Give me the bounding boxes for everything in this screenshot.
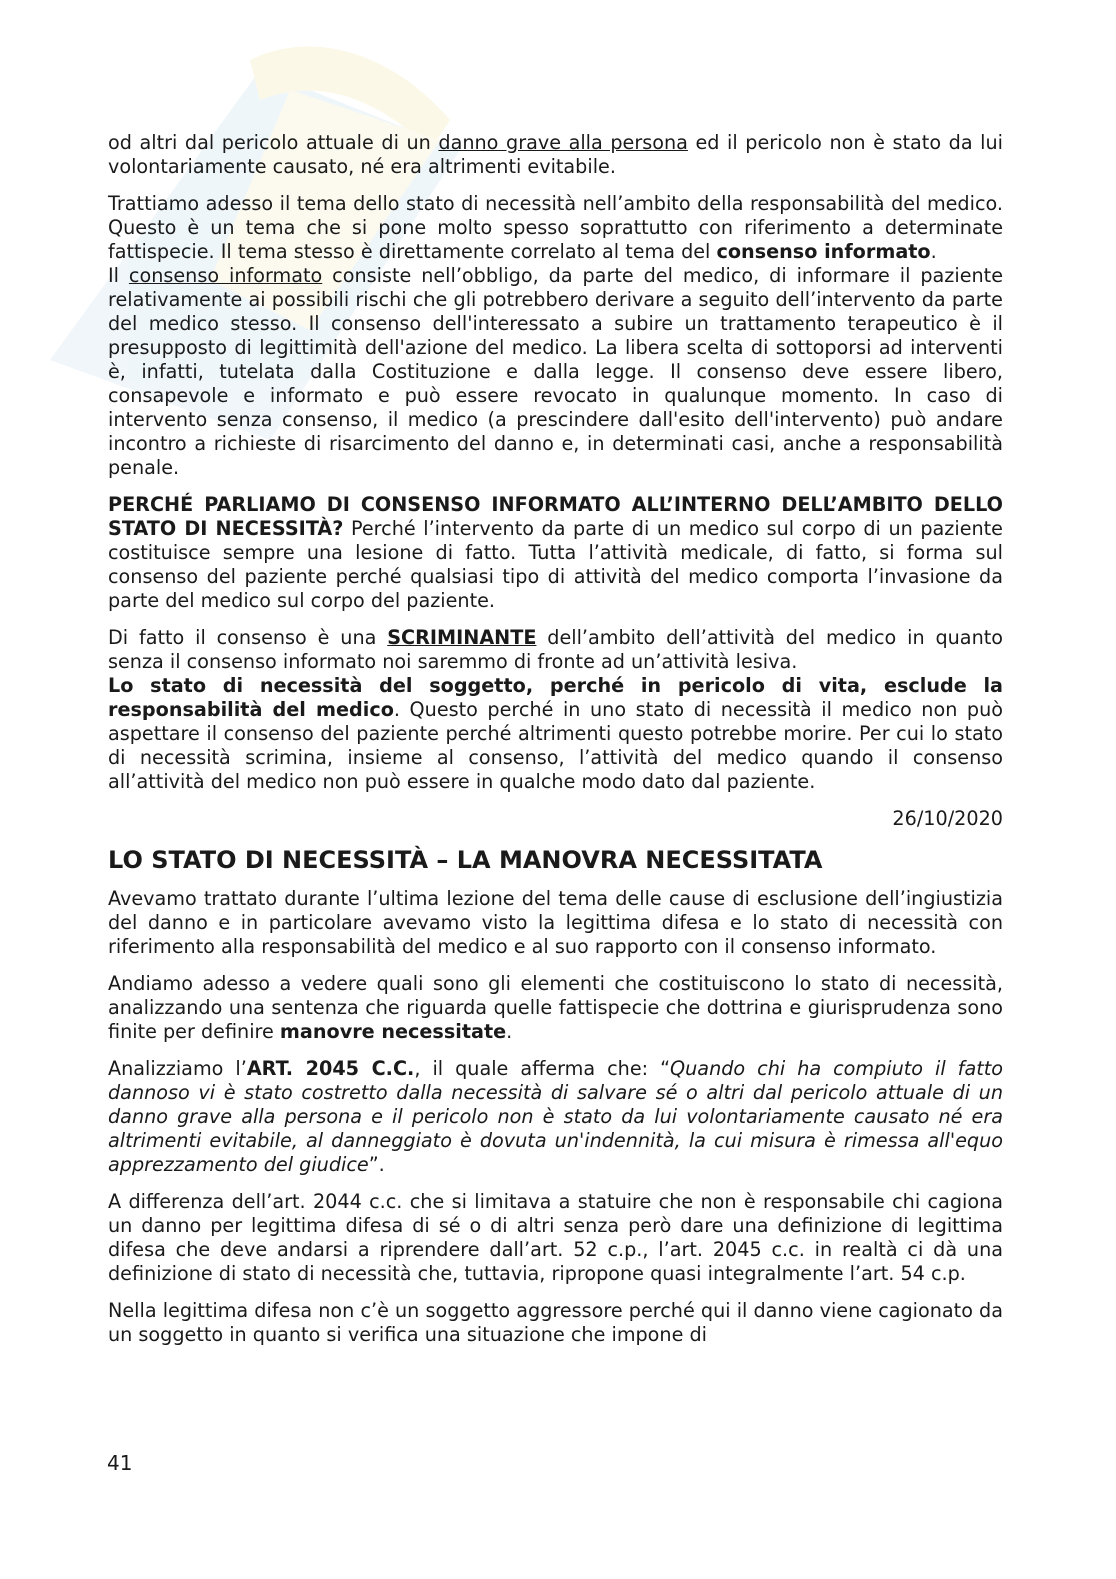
paragraph-1: od altri dal pericolo attuale di un danno grave alla persona ed il pericolo non è stato da lui volontariamente causato, né era altrimenti evitabile. — [108, 131, 1003, 178]
paragraph-2: Trattiamo adesso il tema dello stato di necessità nell’ambito della responsabilità del medico. Questo è un tema che si pone molto spesso soprattutto con riferimento a determinate fattispecie. Il tema stesso è direttamente correlato al tema del consenso informato. — [108, 192, 1003, 263]
paragraph-8: Andiamo adesso a vedere quali sono gli elementi che costituiscono lo stato di necessità, analizzando una sentenza che riguarda quelle fattispecie che dottrina e giurisprudenza sono finite per definire manovre necessitate. — [108, 972, 1003, 1043]
paragraph-4: PERCHÉ PARLIAMO DI CONSENSO INFORMATO ALL’INTERNO DELL’AMBITO DELLO STATO DI NECESSITÀ? Perché l’intervento da parte di un medico sul corpo di un paziente costituisce sempre una lesione di fatto. Tutta l’attività medicale, di fatto, si forma sul consenso del paziente perché qualsiasi tipo di attività del medico comporta l’invasione da parte del medico sul corpo del paziente. — [108, 493, 1003, 612]
paragraph-6: Lo stato di necessità del soggetto, perché in pericolo di vita, esclude la responsabilità del medico. Questo perché in uno stato di necessità il medico non può aspettare il consenso del paziente perché altrimenti questo potrebbe morire. Per cui lo stato di necessità scrimina, insieme al consenso, l’attività del medico quando il consenso all’attività del medico non può essere in qualche modo dato dal paziente. — [108, 674, 1003, 793]
paragraph-7: Avevamo trattato durante l’ultima lezione del tema delle cause di esclusione dell’ingiustizia del danno e in particolare avevamo visto la legittima difesa e lo stato di necessità con riferimento alla responsabilità del medico e al suo rapporto con il consenso informato. — [108, 887, 1003, 958]
paragraph-3: Il consenso informato consiste nell’obbligo, da parte del medico, di informare il paziente relativamente ai possibili rischi che gli potrebbero derivare a seguito dell’intervento da parte del medico stesso. Il consenso dell'interessato a subire un trattamento terapeutico è il presupposto di legittimità dell'azione del medico. La libera scelta di sottoporsi ad interventi è, infatti, tutelata dalla Costituzione e dalla legge. Il consenso deve essere libero, consapevole e informato e può essere revocato in qualunque momento. In caso di intervento senza consenso, il medico (a prescindere dall'esito dell'intervento) può andare incontro a richieste di risarcimento del danno e, in determinati casi, anche a responsabilità penale. — [108, 264, 1003, 479]
section-heading: LO STATO DI NECESSITÀ – LA MANOVRA NECESSITATA — [108, 846, 823, 874]
document-page — [108, 131, 1003, 1360]
lesson-date: 26/10/2020 — [892, 807, 1003, 830]
paragraph-5: Di fatto il consenso è una SCRIMINANTE dell’ambito dell’attività del medico in quanto senza il consenso informato noi saremmo di fronte ad un’attività lesiva. — [108, 626, 1003, 673]
paragraph-11: Nella legittima difesa non c’è un soggetto aggressore perché qui il danno viene cagionato da un soggetto in quanto si verifica una situazione che impone di — [108, 1299, 1003, 1346]
paragraph-9: Analizziamo l’ART. 2045 C.C., il quale afferma che: “Quando chi ha compiuto il fatto dannoso vi è stato costretto dalla necessità di salvare sé o altri dal pericolo attuale di un danno grave alla persona e il pericolo non è stato da lui volontariamente causato né era altrimenti evitabile, al danneggiato è dovuta un'indennità, la cui misura è rimessa all'equo apprezzamento del giudice”. — [108, 1057, 1003, 1176]
paragraph-10: A differenza dell’art. 2044 c.c. che si limitava a statuire che non è responsabile chi cagiona un danno per legittima difesa di sé o di altri senza però dare una definizione di legittima difesa che deve andarsi a riprendere dall’art. 52 c.p., l’art. 2045 c.c. in realtà ci dà una definizione di stato di necessità che, tuttavia, ripropone quasi integralmente l’art. 54 c.p. — [108, 1190, 1003, 1285]
page-number: 41 — [107, 1451, 133, 1475]
